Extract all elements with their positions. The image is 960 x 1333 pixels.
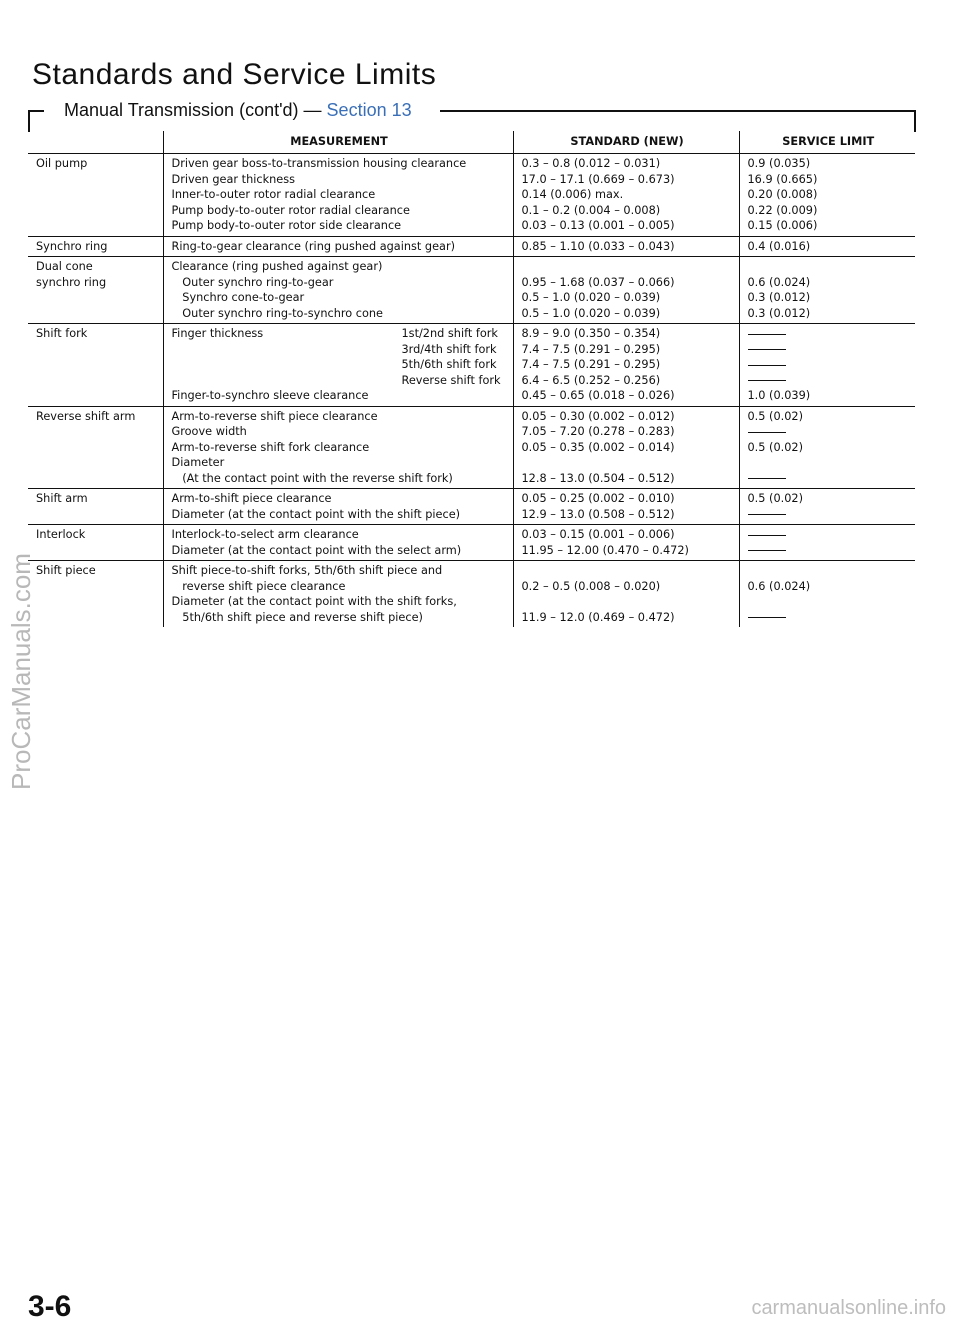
table-row (28, 154, 915, 237)
cell-line: 0.9 (0.035) (747, 157, 811, 170)
cell-line: 11.95 – 12.00 (0.470 – 0.472) (521, 543, 689, 557)
page-title: Standards and Service Limits (32, 58, 437, 91)
cell-line: Synchro cone-to-gear (171, 291, 305, 304)
item-cell (28, 236, 163, 257)
cell-line: 5th/6th shift piece and reverse shift piece) (171, 610, 423, 624)
item-cell (28, 257, 163, 324)
subtitle-text: Manual Transmission (cont'd) — (64, 100, 322, 120)
cell-line: Arm-to-shift piece clearance (171, 492, 332, 505)
cell-line: 11.9 – 12.0 (0.469 – 0.472) (521, 610, 675, 624)
cell-line: 0.22 (0.009) (747, 203, 818, 217)
cell-line: 0.3 (0.012) (747, 291, 811, 304)
cell-line: Shift arm (36, 492, 88, 505)
standard-cell (513, 257, 739, 324)
fork-name: 1st/2nd shift fork (401, 327, 498, 340)
cell-line: 0.5 (0.02) (747, 492, 804, 505)
cell-line: 0.03 – 0.15 (0.001 – 0.006) (521, 528, 675, 541)
cell-line: 12.8 – 13.0 (0.504 – 0.512) (521, 471, 675, 485)
table-body (28, 154, 915, 628)
cell-line: Arm-to-reverse shift fork clearance (171, 440, 370, 454)
limit-cell (739, 561, 915, 628)
cell-line: 1.0 (0.039) (747, 389, 811, 402)
cell-line: Driven gear thickness (171, 172, 296, 186)
cell-line: 0.45 – 0.65 (0.018 – 0.026) (521, 389, 675, 402)
limit-cell (739, 489, 915, 525)
table-row (28, 257, 915, 324)
footer-site: carmanualsonline.info (751, 1297, 946, 1319)
dash-line (748, 527, 910, 543)
cell-line: Inner-to-outer rotor radial clearance (171, 188, 376, 201)
spec-table (28, 131, 915, 627)
cell-line: Finger-to-synchro sleeve clearance (171, 389, 369, 402)
standard-cell (513, 154, 739, 237)
measurement-cell (163, 561, 513, 628)
fork-name: 3rd/4th shift fork (401, 342, 497, 356)
cell-line: Diameter (171, 456, 225, 469)
cell-line (522, 594, 733, 610)
fork-name: Reverse shift fork (401, 373, 501, 387)
dash-line (748, 507, 910, 523)
fork-line (172, 373, 507, 389)
dash-rule (748, 432, 786, 433)
table-row (28, 324, 915, 407)
cell-line: Synchro ring (36, 239, 108, 253)
table-row (28, 561, 915, 628)
fork-line (172, 342, 507, 358)
cell-line: Diameter (at the contact point with the shift piece) (171, 507, 461, 521)
cell-line: 17.0 – 17.1 (0.669 – 0.673) (521, 172, 675, 186)
cell-line: 0.5 (0.02) (747, 440, 804, 454)
cell-line: Shift piece-to-shift forks, 5th/6th shift piece and (171, 564, 443, 577)
cell-line: Driven gear boss-to-transmission housing clearance (171, 157, 467, 170)
cell-line: 0.6 (0.024) (747, 275, 811, 289)
limit-cell (739, 525, 915, 561)
cell-line: Pump body-to-outer rotor side clearance (171, 219, 402, 232)
cell-line: 8.9 – 9.0 (0.350 – 0.354) (521, 327, 661, 340)
fork-line (172, 326, 507, 342)
cell-line: 0.05 – 0.25 (0.002 – 0.010) (521, 492, 675, 505)
dash-rule (748, 535, 786, 536)
item-cell (28, 561, 163, 628)
frame-right-rule (914, 110, 916, 132)
dash-line (748, 373, 910, 389)
cell-line: 0.6 (0.024) (747, 579, 811, 593)
item-cell (28, 324, 163, 407)
cell-line: 0.20 (0.008) (747, 188, 818, 201)
item-cell (28, 154, 163, 237)
cell-line: 0.5 – 1.0 (0.020 – 0.039) (521, 306, 661, 320)
item-cell (28, 525, 163, 561)
cell-line: 0.3 (0.012) (747, 306, 811, 320)
dash-rule (748, 380, 786, 381)
fork-name: 5th/6th shift fork (401, 358, 497, 371)
dash-line (748, 357, 910, 373)
header-item (28, 131, 163, 154)
limit-cell (739, 154, 915, 237)
cell-line: Dual cone (36, 260, 93, 273)
cell-line: 16.9 (0.665) (747, 172, 818, 186)
table-row (28, 525, 915, 561)
dash-rule (748, 514, 786, 515)
dash-rule (748, 334, 786, 335)
header-standard: STANDARD (NEW) (513, 131, 739, 154)
cell-line: Oil pump (36, 157, 88, 170)
cell-line: Diameter (at the contact point with the shift forks, (171, 595, 457, 608)
frame-top-rule-right (440, 110, 915, 112)
measurement-cell (163, 525, 513, 561)
cell-line: 0.05 – 0.35 (0.002 – 0.014) (521, 440, 675, 454)
header-service-limit: SERVICE LIMIT (739, 131, 915, 154)
cell-line (748, 594, 910, 610)
cell-line: Reverse shift arm (36, 409, 136, 423)
limit-cell (739, 236, 915, 257)
cell-line: 0.15 (0.006) (747, 219, 818, 232)
cell-line (748, 455, 910, 471)
cell-line: Interlock (36, 528, 86, 541)
cell-line: Arm-to-reverse shift piece clearance (171, 409, 378, 423)
dash-line (748, 424, 910, 440)
cell-line: synchro ring (36, 275, 107, 289)
cell-line: 6.4 – 6.5 (0.252 – 0.256) (521, 373, 661, 387)
standard-cell (513, 324, 739, 407)
table-row (28, 406, 915, 489)
standard-cell (513, 489, 739, 525)
cell-line: 0.4 (0.016) (747, 239, 811, 253)
cell-line: (At the contact point with the reverse shift fork) (171, 471, 453, 485)
cell-line: 0.03 – 0.13 (0.001 – 0.005) (521, 219, 675, 232)
frame-left-rule (28, 110, 30, 132)
header-measurement: MEASUREMENT (163, 131, 513, 154)
cell-line: 0.05 – 0.30 (0.002 – 0.012) (521, 409, 675, 423)
frame-top-rule-left (28, 110, 44, 112)
cell-line: Diameter (at the contact point with the select arm) (171, 543, 462, 557)
cell-line: 0.5 – 1.0 (0.020 – 0.039) (521, 291, 661, 304)
table-header-row (28, 131, 915, 154)
dash-line (748, 326, 910, 342)
cell-line: 0.14 (0.006) max. (521, 188, 624, 201)
cell-line: 12.9 – 13.0 (0.508 – 0.512) (521, 507, 675, 521)
dash-rule (748, 478, 786, 479)
measurement-cell (163, 324, 513, 407)
limit-cell (739, 257, 915, 324)
standard-cell (513, 561, 739, 628)
cell-line: 0.85 – 1.10 (0.033 – 0.043) (521, 239, 675, 253)
cell-line: Clearance (ring pushed against gear) (171, 260, 383, 273)
cell-line: Interlock-to-select arm clearance (171, 528, 359, 541)
cell-line: Pump body-to-outer rotor radial clearance (171, 203, 410, 217)
standard-cell (513, 406, 739, 489)
measurement-cell (163, 154, 513, 237)
measurement-cell (163, 236, 513, 257)
dash-line (748, 543, 910, 559)
cell-line: Shift fork (36, 327, 88, 340)
cell-line: Ring-to-gear clearance (ring pushed against gear) (171, 239, 456, 253)
cell-line (748, 259, 910, 275)
cell-line: 0.2 – 0.5 (0.008 – 0.020) (521, 579, 661, 593)
cell-line (748, 563, 910, 579)
dash-rule (748, 617, 786, 618)
fork-label: Finger thickness (171, 327, 264, 340)
dash-line (748, 471, 910, 487)
cell-line: 0.95 – 1.68 (0.037 – 0.066) (521, 275, 675, 289)
item-cell (28, 489, 163, 525)
cell-line (522, 455, 733, 471)
cell-line: 0.5 (0.02) (747, 409, 804, 423)
limit-cell (739, 324, 915, 407)
limit-cell (739, 406, 915, 489)
cell-line: 0.1 – 0.2 (0.004 – 0.008) (521, 203, 661, 217)
dash-line (748, 342, 910, 358)
cell-line: Outer synchro ring-to-synchro cone (171, 306, 383, 320)
page-number: 3-6 (28, 1290, 72, 1323)
item-cell (28, 406, 163, 489)
section-subtitle (58, 100, 418, 121)
measurement-cell (163, 406, 513, 489)
dash-line (748, 610, 910, 626)
table-row (28, 236, 915, 257)
table-row (28, 489, 915, 525)
cell-line: Shift piece (36, 564, 96, 577)
fork-line (172, 357, 507, 373)
section-link[interactable]: Section 13 (326, 100, 412, 120)
standard-cell (513, 525, 739, 561)
measurement-cell (163, 257, 513, 324)
watermark: ProCarManuals.com (6, 553, 36, 790)
cell-line: 0.3 – 0.8 (0.012 – 0.031) (521, 157, 661, 170)
cell-line: 7.4 – 7.5 (0.291 – 0.295) (521, 358, 661, 371)
cell-line: Outer synchro ring-to-gear (171, 275, 334, 289)
cell-line: reverse shift piece clearance (171, 579, 346, 593)
cell-line: 7.4 – 7.5 (0.291 – 0.295) (521, 342, 661, 356)
cell-line (522, 563, 733, 579)
measurement-cell (163, 489, 513, 525)
dash-rule (748, 349, 786, 350)
cell-line (522, 259, 733, 275)
dash-rule (748, 550, 786, 551)
standard-cell (513, 236, 739, 257)
cell-line: 7.05 – 7.20 (0.278 – 0.283) (521, 425, 675, 438)
cell-line: Groove width (171, 425, 247, 438)
dash-rule (748, 365, 786, 366)
